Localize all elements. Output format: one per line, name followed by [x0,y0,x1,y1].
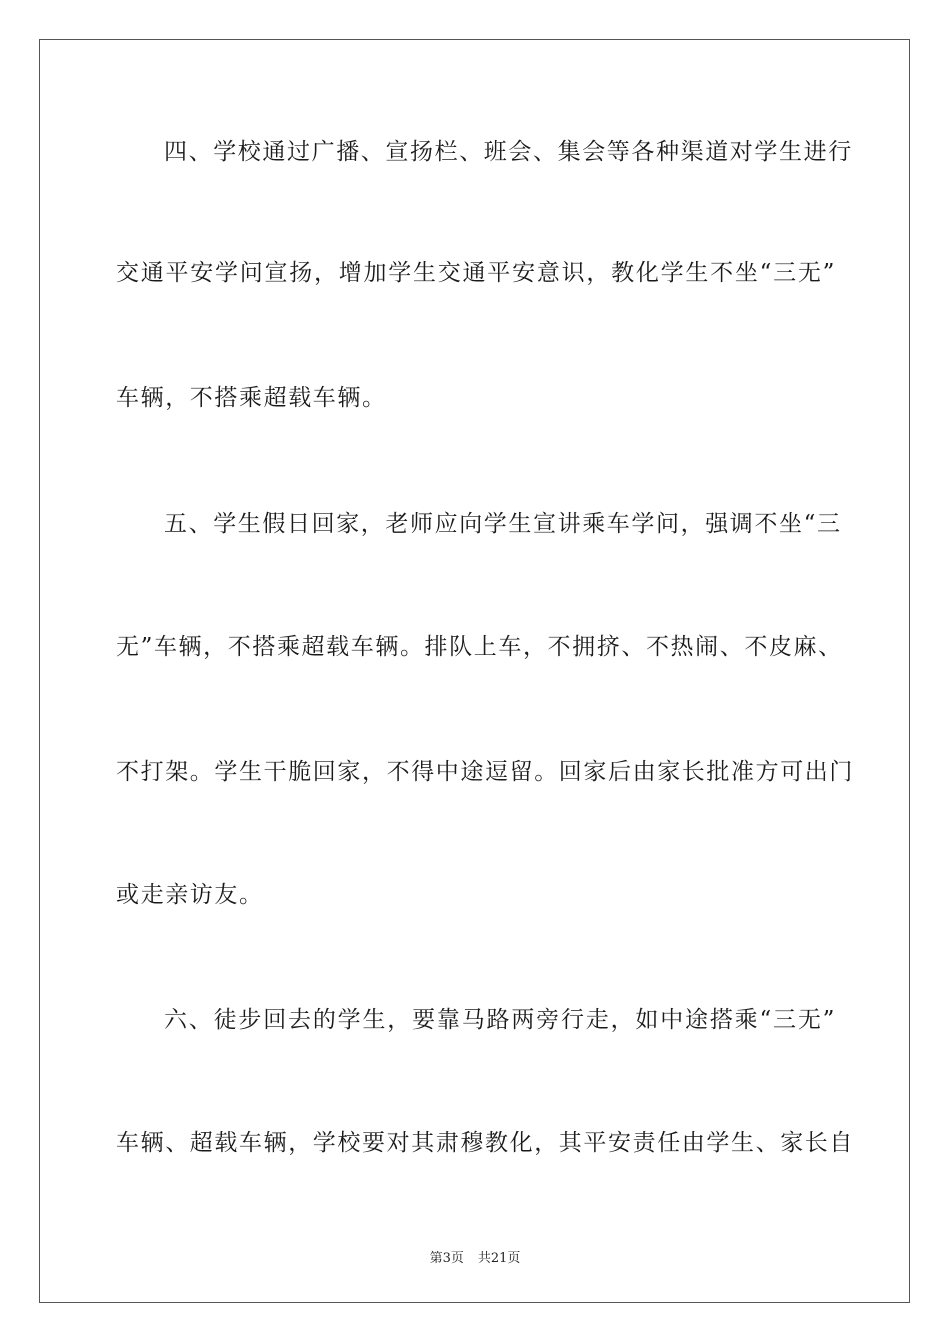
page-total: 共21页 [477,1251,521,1266]
paragraph-line: 交通平安学问宣扬，增加学生交通平安意识，教化学生不坐“三无” [116,260,836,286]
paragraph-line: 四、学校通过广播、宣扬栏、班会、集会等各种渠道对学生进行 [164,139,853,165]
paragraph-line: 车辆、超载车辆，学校要对其肃穆教化，其平安责任由学生、家长自 [116,1130,854,1156]
page-number: 第3页 [429,1251,464,1266]
paragraph-line: 五、学生假日回家，老师应向学生宣讲乘车学问，强调不坐“三 [164,511,842,537]
page-frame [39,39,910,1303]
paragraph-line: 六、徒步回去的学生，要靠马路两旁行走，如中途搭乘“三无” [164,1007,836,1033]
paragraph-line: 或走亲访友。 [116,882,264,908]
paragraph-line: 不打架。学生干脆回家，不得中途逗留。回家后由家长批准方可出门 [116,759,854,785]
paragraph-line: 车辆，不搭乘超载车辆。 [116,385,387,411]
paragraph-line: 无”车辆，不搭乘超载车辆。排队上车，不拥挤、不热闹、不皮麻、 [116,634,843,660]
page-footer [0,1247,950,1266]
